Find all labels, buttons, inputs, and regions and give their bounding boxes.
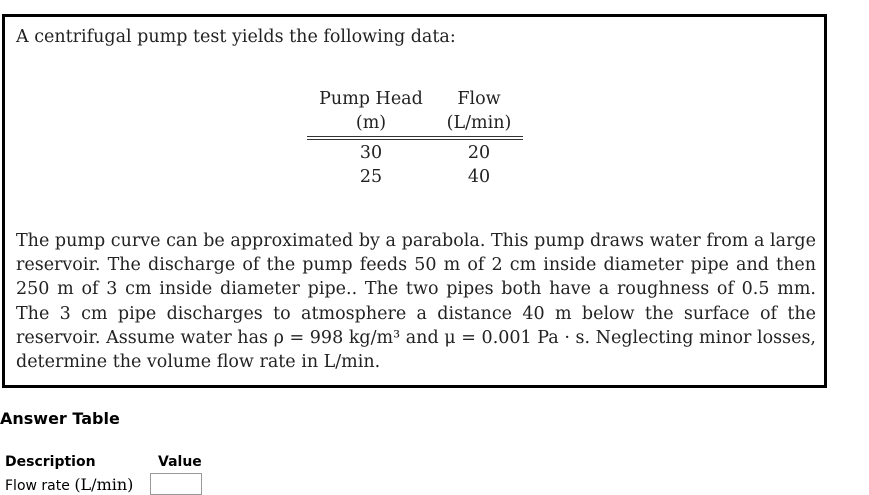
unit-flow: (L/min) [435,111,523,138]
unit-pump-head: (m) [307,111,435,138]
cell-head: 25 [359,167,383,187]
header-pump-head: Pump Head [319,89,423,109]
problem-intro: A centrifugal pump test yields the following data: [16,27,456,47]
pump-data-table [307,87,523,189]
cell-flow: 40 [467,167,491,187]
problem-statement: The pump curve can be approximated by a parabola. This pump draws water from a large reservoir. The discharge of the pump feeds 50 m of 2 cm inside diameter pipe and then 250 m of 3 cm inside diameter pipe.. The two pipes both have a roughness of 0.5 mm. The 3 cm pipe discharges to atmosphere a distance 40 m below the surface of the reservoir. Assume water has ρ = 998 kg/m³ and μ = 0.001 Pa · s. Neglecting minor losses, determine the volume flow rate in L/min. [16,231,816,373]
cell-head: 30 [359,143,383,163]
flow-rate-label [5,475,133,494]
flow-rate-input[interactable] [150,473,202,495]
problem-box [2,14,827,388]
flow-rate-text: Flow rate [5,478,70,494]
table-row [307,165,523,189]
header-flow: Flow [457,89,501,109]
table-row [307,138,523,165]
column-header-description: Description [5,454,96,470]
column-header-value: Value [158,454,202,470]
cell-flow: 20 [467,143,491,163]
answer-table-title: Answer Table [0,409,120,428]
flow-rate-unit: (L/min) [74,475,134,494]
